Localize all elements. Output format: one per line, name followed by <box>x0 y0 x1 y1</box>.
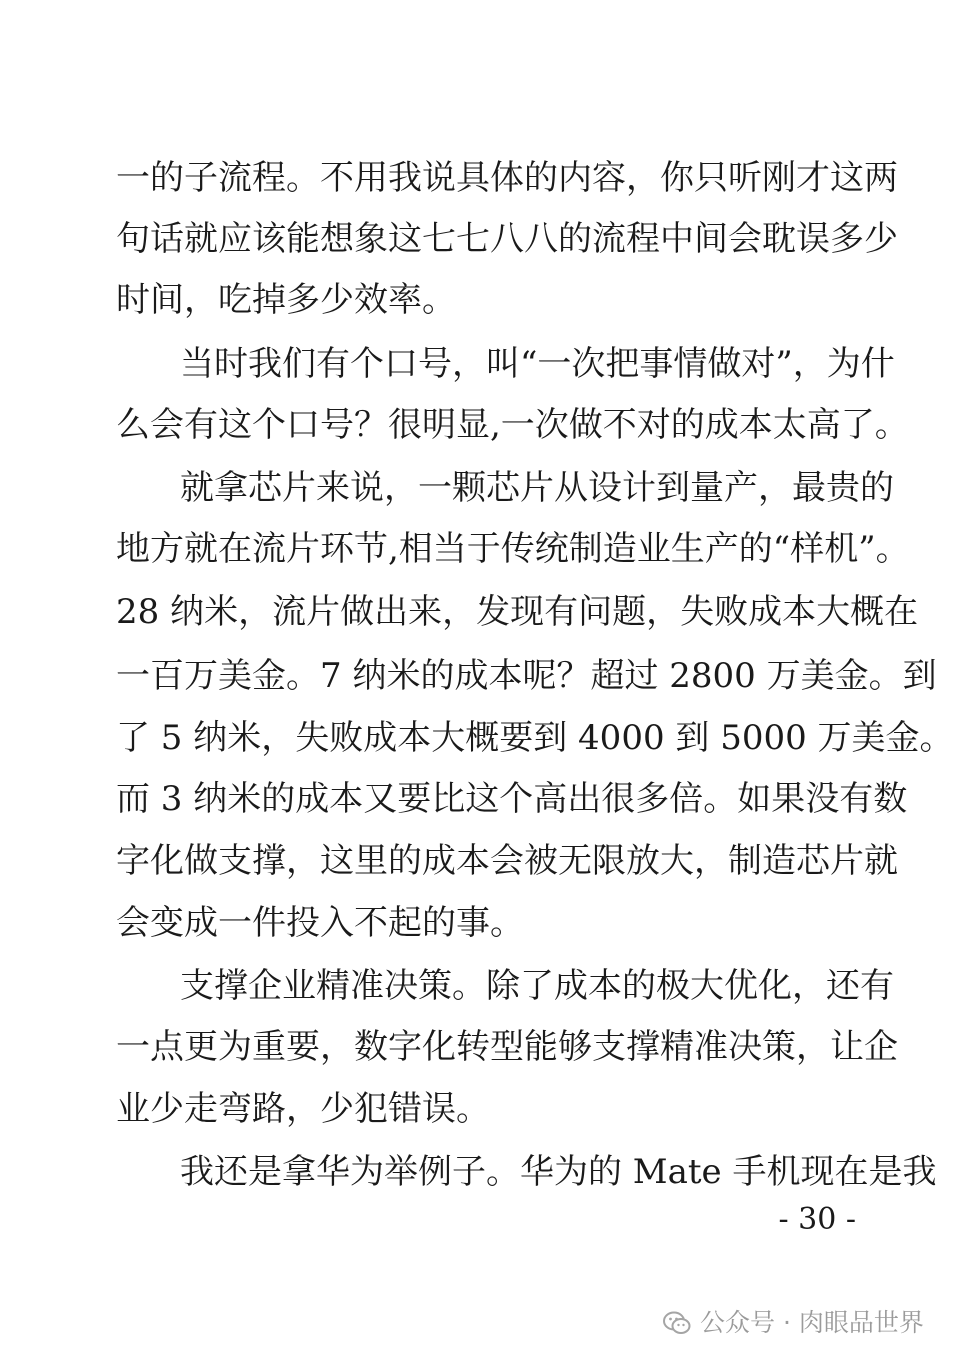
text-line: 字化做支撑，这里的成本会被无限放大，制造芯片就 <box>116 841 898 881</box>
text-line: 支撑企业精准决策。除了成本的极大优化，还有 <box>180 966 894 1006</box>
text-line: 句话就应该能想象这七七八八的流程中间会耽误多少 <box>116 219 898 259</box>
text-line: 了 5 纳米，失败成本大概要到 4000 到 5000 万美金。 <box>116 718 954 758</box>
text-line: 一点更为重要，数字化转型能够支撑精准决策，让企 <box>116 1027 898 1067</box>
text-line: 会变成一件投入不起的事。 <box>116 903 524 943</box>
text-line: 我还是拿华为举例子。华为的 Mate 手机现在是我 <box>180 1152 937 1192</box>
text-line: 么会有这个口号？很明显,一次做不对的成本太高了。 <box>116 405 909 445</box>
text-line: 时间，吃掉多少效率。 <box>116 280 456 320</box>
text-line: 地方就在流片环节,相当于传统制造业生产的“样机”。 <box>116 529 910 569</box>
text-line: 而 3 纳米的成本又要比这个高出很多倍。如果没有数 <box>116 779 908 819</box>
text-line: 一的子流程。不用我说具体的内容，你只听刚才这两 <box>116 158 898 198</box>
watermark-text: 公众号 · 肉眼品世界 <box>700 1308 924 1337</box>
page-number: - 30 - <box>778 1202 856 1237</box>
text-line: 一百万美金。7 纳米的成本呢？超过 2800 万美金。到 <box>116 656 937 696</box>
watermark <box>662 1306 924 1340</box>
text-line: 就拿芯片来说，一颗芯片从设计到量产，最贵的 <box>180 468 894 508</box>
wechat-icon <box>662 1308 692 1338</box>
text-line: 业少走弯路，少犯错误。 <box>116 1089 490 1129</box>
text-line: 当时我们有个口号，叫“一次把事情做对”，为什 <box>180 344 895 384</box>
text-line: 28 纳米，流片做出来，发现有问题，失败成本大概在 <box>116 592 919 632</box>
